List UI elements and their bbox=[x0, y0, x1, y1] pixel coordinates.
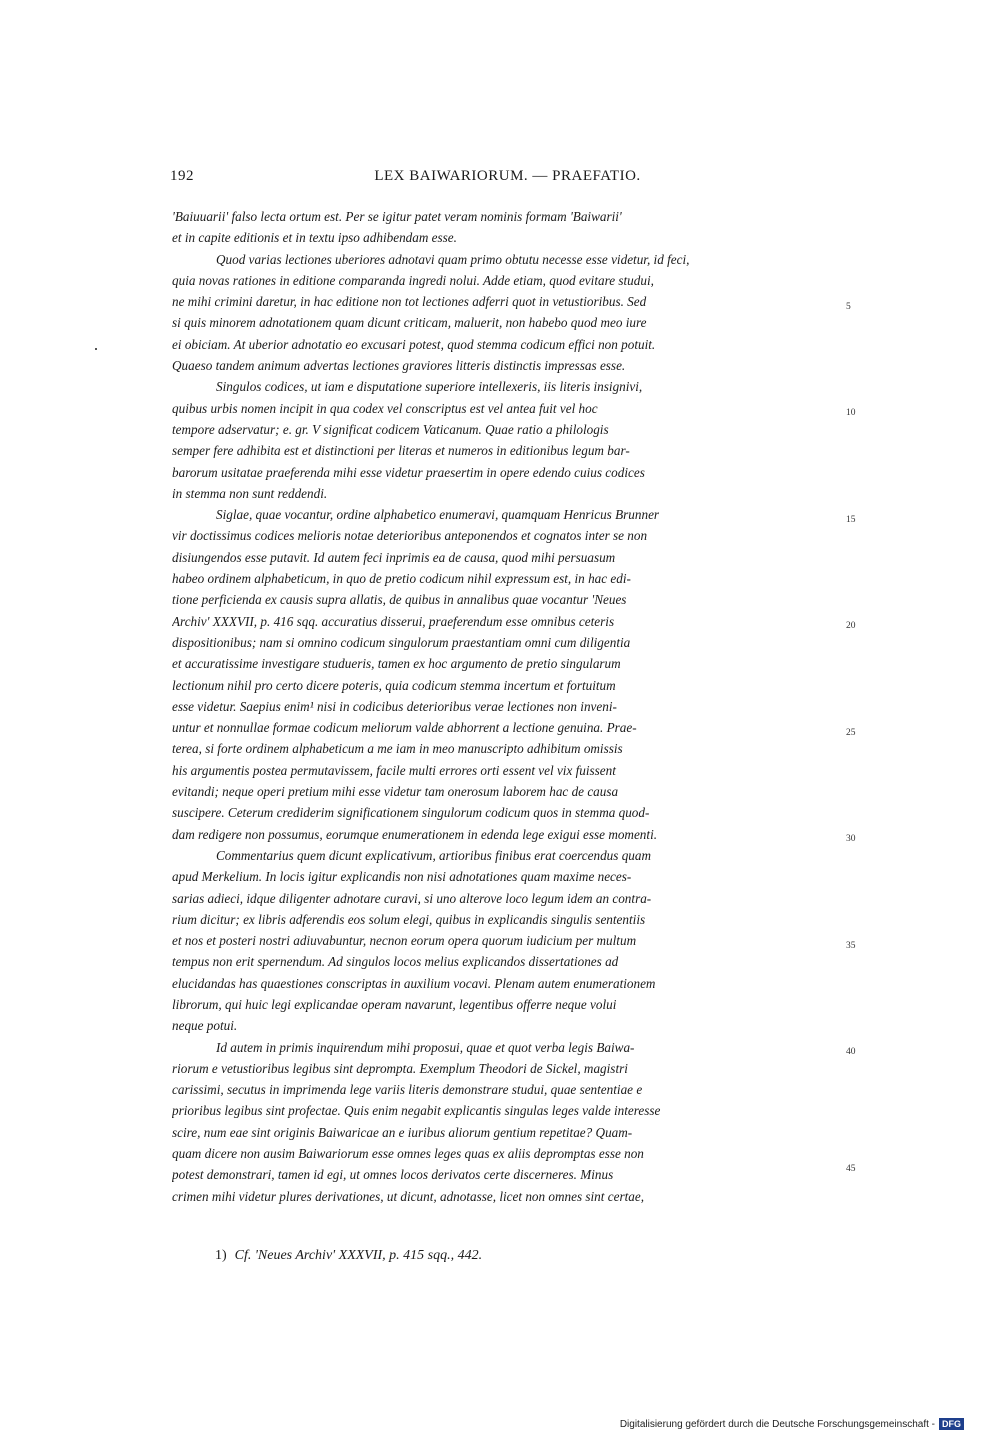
text-line: potest demonstrari, tamen id egi, ut omnes locos derivatos certe discerneres. Minus bbox=[172, 1167, 614, 1183]
text-line: untur et nonnullae formae codicum meliorum valde abhorrent a lectione genuina. Prae- bbox=[172, 720, 637, 736]
credit-text: Digitalisierung gefördert durch die Deutsche Forschungsgemeinschaft - bbox=[619, 1418, 935, 1430]
text-line: evitandi; neque operi pretium mihi esse videtur tam onerosum laborem hac de causa bbox=[172, 784, 619, 800]
text-line: et accuratissime investigare studueris, tamen ex hoc argumento de pretio singularum bbox=[172, 656, 621, 672]
text-line: scire, num eae sint originis Baiwaricae an e iuribus aliorum gentium repetitae? Quam- bbox=[172, 1124, 633, 1140]
text-line: tempus non erit spernendum. Ad singulos locos melius explicandos dissertationes ad bbox=[172, 954, 619, 970]
text-line: ei obiciam. At uberior adnotatio eo excusari potest, quod stemma codicum effici non potuit. bbox=[172, 336, 656, 352]
line-number: 15 bbox=[846, 515, 856, 525]
line-number: 45 bbox=[846, 1164, 856, 1174]
text-line: prioribus legibus sint profectae. Quis enim negabit explicantis singulas leges valde interesse bbox=[172, 1103, 661, 1119]
text-line: ne mihi crimini daretur, in hac editione non tot lectiones adferri quot in vetustioribus. Sed bbox=[172, 294, 647, 310]
line-number: 5 bbox=[846, 302, 851, 312]
page-header bbox=[170, 168, 845, 190]
text-line: quibus urbis nomen incipit in qua codex vel conscriptus est vel antea fuit vel hoc bbox=[172, 400, 598, 416]
text-line: his argumentis postea permutavissem, facile multi errores orti essent vel vix fuissent bbox=[172, 762, 616, 778]
text-line: terea, si forte ordinem alphabeticum a me iam in meo manuscripto adhibitum omissis bbox=[172, 741, 623, 757]
running-title: LEX BAIWARIORUM. — PRAEFATIO. bbox=[374, 168, 641, 184]
text-line: semper fere adhibita est et distinctioni per literas et numeros in editionibus legum bar- bbox=[172, 443, 630, 459]
stray-mark bbox=[95, 348, 97, 350]
text-line: et nos et posteri nostri adiuvabuntur, necnon eorum opera quorum iudicium per multum bbox=[172, 933, 637, 949]
text-line: Archiv' XXXVII, p. 416 sqq. accuratius disserui, praeferendum esse omnibus ceteris bbox=[172, 613, 615, 629]
text-line: si quis minorem adnotationem quam dicunt criticam, maluerit, non habebo quod meo iure bbox=[172, 315, 647, 331]
text-line: riorum e vetustioribus legibus sint deprompta. Exemplum Theodori de Sickel, magistri bbox=[172, 1060, 628, 1076]
text-line: librorum, qui huic legi explicandae operam navarunt, legentibus offerre neque volui bbox=[172, 996, 617, 1012]
text-line: suscipere. Ceterum crediderim significationem singulorum codicum quos in stemma quod- bbox=[172, 805, 650, 821]
line-number: 10 bbox=[846, 408, 856, 418]
text-line: lectionum nihil pro certo dicere poteris, quia codicum stemma incertum et fortuitum bbox=[172, 677, 616, 693]
line-number: 30 bbox=[846, 834, 856, 844]
page-number: 192 bbox=[170, 168, 194, 184]
text-line: Commentarius quem dicunt explicativum, artioribus finibus erat coercendus quam bbox=[216, 847, 652, 863]
text-line: dispositionibus; nam si omnino codicum singulorum praestantiam omni cum diligentia bbox=[172, 634, 631, 650]
line-number: 35 bbox=[846, 941, 856, 951]
text-line: disiungendos esse putavit. Id autem feci inprimis ea de causa, quod mihi persuasum bbox=[172, 549, 616, 565]
text-line: 'Baiuuarii' falso lecta ortum est. Per se igitur patet veram nominis formam 'Baiwarii' bbox=[172, 209, 622, 224]
line-number: 25 bbox=[846, 728, 856, 738]
text-line: rium dicitur; ex libris adferendis eos solum elegi, quibus in explicandis singulis sententiis bbox=[172, 911, 646, 927]
dfg-logo-icon: DFG bbox=[939, 1418, 964, 1430]
text-line: Quod varias lectiones uberiores adnotavi quam primo obtutu necesse esse videtur, id feci, bbox=[216, 251, 690, 267]
text-line: Singulos codices, ut iam e disputatione superiore intellexeris, iis literis insignivi, bbox=[216, 379, 643, 395]
text-line: carissimi, secutus in imprimenda lege variis literis demonstrare studui, quae sententiae e bbox=[172, 1082, 643, 1098]
text-line: tempore adservatur; e. gr. V significat codicem Vaticanum. Quae ratio a philologis bbox=[172, 421, 609, 437]
text-line: apud Merkelium. In locis igitur explicandis non nisi adnotationes quam maxime neces- bbox=[172, 869, 632, 885]
text-line: quia novas rationes in editione comparanda ingredi nolui. Adde etiam, quod evitare studui, bbox=[172, 272, 654, 288]
footnote-number: 1) bbox=[215, 1248, 227, 1263]
footnote-text: Cf. 'Neues Archiv' XXXVII, p. 415 sqq., 442. bbox=[234, 1248, 483, 1263]
text-line: Quaeso tandem animum advertas lectiones graviores litteris distinctis impressas esse. bbox=[172, 358, 626, 374]
text-line: quam dicere non ausim Baiwariorum esse omnes leges quas ex aliis depromptas esse non bbox=[172, 1146, 644, 1162]
text-line: et in capite editionis et in textu ipso adhibendam esse. bbox=[172, 230, 457, 246]
text-line: tione perficienda ex causis supra allatis, de quibus in annalibus quae vocantur 'Neues bbox=[172, 592, 627, 608]
text-line: habeo ordinem alphabeticum, in quo de pretio codicum nihil expressum est, in hac edi- bbox=[172, 571, 631, 587]
digitization-credit bbox=[620, 1418, 964, 1430]
body-text bbox=[172, 206, 844, 1207]
footnote bbox=[215, 1248, 482, 1264]
line-number: 20 bbox=[846, 621, 856, 631]
text-line: sarias adieci, idque diligenter adnotare curavi, si uno alterove loco legum idem an contra- bbox=[172, 890, 652, 906]
line-number: 40 bbox=[846, 1047, 856, 1057]
text-line: barorum usitatae praeferenda mihi esse videtur praesertim in opere edendo cuius codices bbox=[172, 464, 645, 480]
text-line: crimen mihi videtur plures derivationes, ut dicunt, adnotasse, licet non omnes sint certae, bbox=[172, 1188, 644, 1204]
text-line: vir doctissimus codices melioris notae deterioribus anteponendos et cognatos inter se non bbox=[172, 528, 648, 544]
text-line: esse videtur. Saepius enim¹ nisi in codicibus deterioribus verae lectiones non inveni- bbox=[172, 698, 617, 714]
text-line: neque potui. bbox=[172, 1018, 238, 1034]
text-line: elucidandas has quaestiones conscriptas in auxilium vocavi. Plenam autem enumerationem bbox=[172, 975, 656, 991]
text-line: Id autem in primis inquirendum mihi proposui, quae et quot verba legis Baiwa- bbox=[216, 1039, 635, 1055]
text-line: in stemma non sunt reddendi. bbox=[172, 485, 328, 501]
text-line: dam redigere non possumus, eorumque enumerationem in edenda lege exigui esse momenti. bbox=[172, 826, 658, 842]
text-line: Siglae, quae vocantur, ordine alphabetico enumeravi, quamquam Henricus Brunner bbox=[216, 507, 660, 523]
